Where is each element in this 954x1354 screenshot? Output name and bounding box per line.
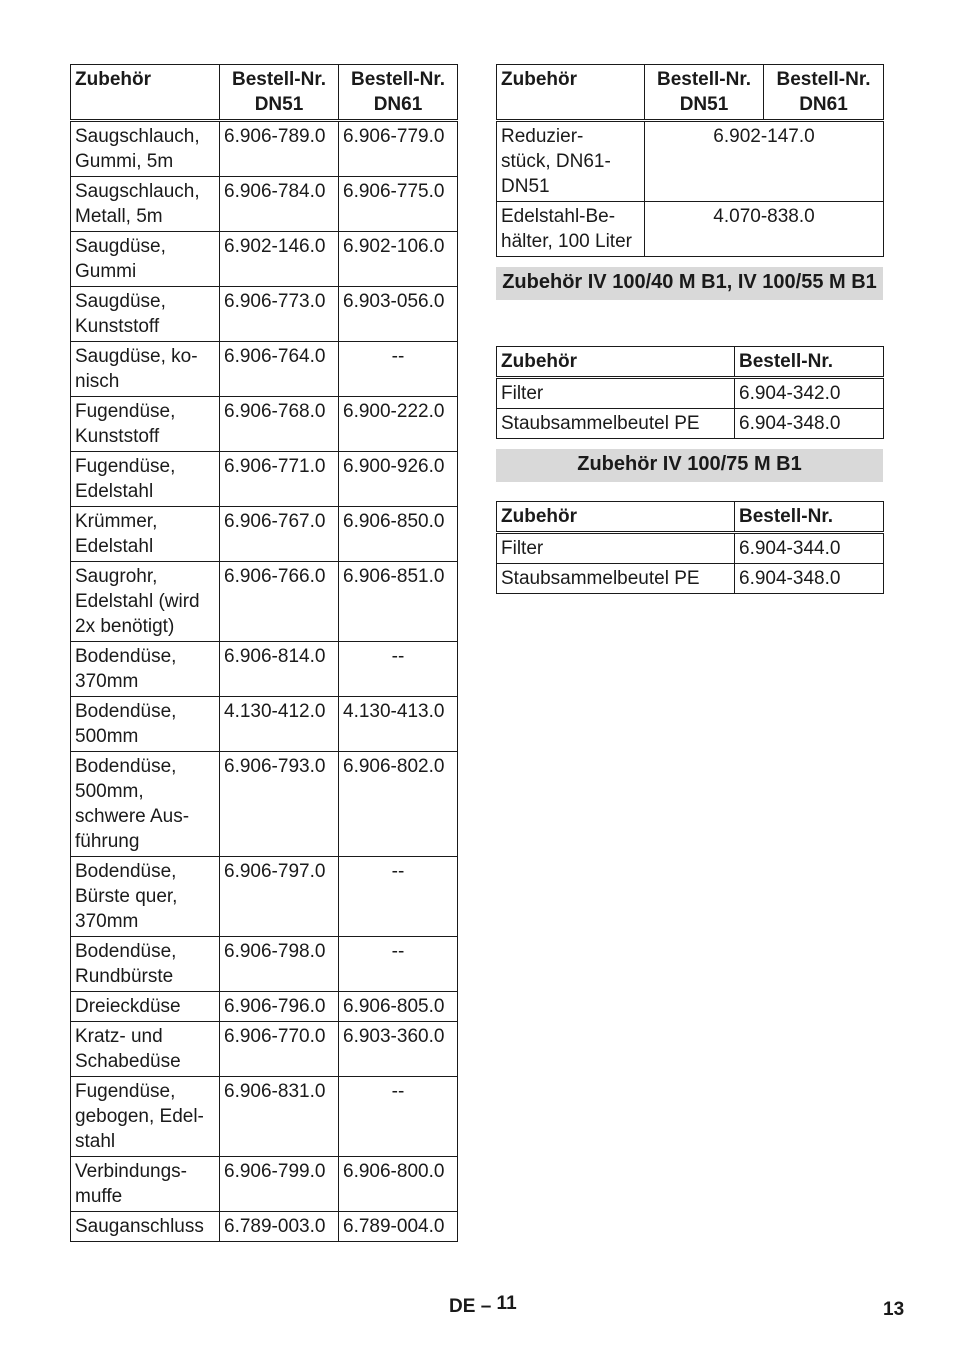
table-row (497, 378, 884, 409)
table-row (497, 121, 884, 202)
order-number-dn61: -- (339, 642, 458, 697)
order-number-dn51: 6.906-770.0 (220, 1022, 339, 1077)
footer-section-page: 11 (496, 1293, 517, 1314)
order-number-dn61: -- (339, 937, 458, 992)
order-number-dn51: 6.906-799.0 (220, 1157, 339, 1212)
order-number-dn61: 6.906-850.0 (339, 507, 458, 562)
accessory-name: Bodendüse, Rundbürste (71, 937, 220, 992)
order-number-dn51: 6.906-798.0 (220, 937, 339, 992)
accessory-name: Bodendüse, 500mm (71, 697, 220, 752)
order-number-dn61: -- (339, 1077, 458, 1157)
order-number-dn61: 6.900-926.0 (339, 452, 458, 507)
order-number-dn61: 6.900-222.0 (339, 397, 458, 452)
accessory-name: Saugschlauch, Metall, 5m (71, 177, 220, 232)
order-number-dn51: 6.906-768.0 (220, 397, 339, 452)
order-number-dn61: 6.906-779.0 (339, 121, 458, 177)
table-row (71, 342, 458, 397)
accessory-name: Fugendüse, gebogen, Edel- stahl (71, 1077, 220, 1157)
order-number-dn51: 6.906-814.0 (220, 642, 339, 697)
table-row (71, 397, 458, 452)
table-row (71, 1157, 458, 1212)
footer-doc-page (449, 1293, 517, 1318)
accessory-name: Saugschlauch, Gummi, 5m (71, 121, 220, 177)
order-number-dn51: 6.906-796.0 (220, 992, 339, 1022)
order-number-dn51: 6.906-767.0 (220, 507, 339, 562)
table-header-row (497, 65, 884, 121)
table-row (71, 642, 458, 697)
order-number-dn51: 6.906-771.0 (220, 452, 339, 507)
table-row (71, 177, 458, 232)
order-number-dn51: 6.906-789.0 (220, 121, 339, 177)
table-row (71, 857, 458, 937)
table-row (71, 507, 458, 562)
table-row (71, 287, 458, 342)
table-header-row (71, 65, 458, 121)
table-row (71, 121, 458, 177)
header-accessory: Zubehör (71, 65, 220, 121)
accessory-name: Bodendüse, Bürste quer, 370mm (71, 857, 220, 937)
accessories-table-iv100-40-55 (496, 346, 884, 439)
header-order-no: Bestell-Nr. (735, 502, 884, 533)
accessory-name: Krümmer, Edelstahl (71, 507, 220, 562)
table-row (71, 232, 458, 287)
order-number-dn51: 6.902-146.0 (220, 232, 339, 287)
accessory-name: Fugendüse, Kunststoff (71, 397, 220, 452)
order-number-dn61: 4.130-413.0 (339, 697, 458, 752)
table-row (497, 202, 884, 257)
section-heading: Zubehör IV 100/40 M B1, IV 100/55 M B1 (496, 267, 883, 300)
order-number-dn61: 6.906-800.0 (339, 1157, 458, 1212)
section-heading: Zubehör IV 100/75 M B1 (496, 449, 883, 482)
order-number-dn51: 6.906-766.0 (220, 562, 339, 642)
table-row (497, 533, 884, 564)
order-number-dn61: -- (339, 342, 458, 397)
order-number-dn61: 6.789-004.0 (339, 1212, 458, 1242)
table-row (497, 564, 884, 594)
order-number-dn51: 4.130-412.0 (220, 697, 339, 752)
accessory-name: Reduzier- stück, DN61- DN51 (497, 121, 645, 202)
header-order-no: Bestell-Nr. (735, 347, 884, 378)
accessory-name: Saugdüse, Gummi (71, 232, 220, 287)
header-accessory: Zubehör (497, 502, 735, 533)
table-row (71, 1212, 458, 1242)
order-number-dn61: 6.903-360.0 (339, 1022, 458, 1077)
table-row (71, 937, 458, 992)
table-row (71, 992, 458, 1022)
order-number-dn61: 6.903-056.0 (339, 287, 458, 342)
table-row (71, 1022, 458, 1077)
table-row (71, 452, 458, 507)
accessory-name: Filter (497, 378, 735, 409)
order-number: 6.904-348.0 (735, 564, 884, 594)
accessory-name: Bodendüse, 500mm, schwere Aus- führung (71, 752, 220, 857)
table-row (71, 697, 458, 752)
order-number-dn51: 6.906-797.0 (220, 857, 339, 937)
order-number-dn61: 6.906-775.0 (339, 177, 458, 232)
order-number-dn51: 6.906-793.0 (220, 752, 339, 857)
accessory-name: Verbindungs- muffe (71, 1157, 220, 1212)
accessory-name: Sauganschluss (71, 1212, 220, 1242)
order-number: 6.902-147.0 (645, 121, 884, 202)
accessory-name: Staubsammelbeutel PE (497, 409, 735, 439)
table-header-row (497, 347, 884, 378)
order-number: 4.070-838.0 (645, 202, 884, 257)
accessories-table-reducer (496, 64, 884, 257)
order-number-dn51: 6.906-831.0 (220, 1077, 339, 1157)
order-number-dn51: 6.789-003.0 (220, 1212, 339, 1242)
order-number-dn51: 6.906-773.0 (220, 287, 339, 342)
accessory-name: Filter (497, 533, 735, 564)
table-row (497, 409, 884, 439)
accessories-table-iv100-75 (496, 501, 884, 594)
order-number-dn51: 6.906-764.0 (220, 342, 339, 397)
accessory-name: Saugdüse, Kunststoff (71, 287, 220, 342)
order-number: 6.904-348.0 (735, 409, 884, 439)
table-row (71, 562, 458, 642)
accessory-name: Saugrohr, Edelstahl (wird 2x benötigt) (71, 562, 220, 642)
accessory-name: Fugendüse, Edelstahl (71, 452, 220, 507)
table-row (71, 752, 458, 857)
header-accessory: Zubehör (497, 65, 645, 121)
header-order-no-dn61: Bestell-Nr. DN61 (339, 65, 458, 121)
header-accessory: Zubehör (497, 347, 735, 378)
table-row (71, 1077, 458, 1157)
page-number: 13 (883, 1299, 905, 1320)
header-order-no-dn61: Bestell-Nr. DN61 (764, 65, 884, 121)
accessory-name: Edelstahl-Be- hälter, 100 Liter (497, 202, 645, 257)
order-number-dn61: 6.906-805.0 (339, 992, 458, 1022)
order-number: 6.904-344.0 (735, 533, 884, 564)
order-number-dn61: 6.906-851.0 (339, 562, 458, 642)
table-header-row (497, 502, 884, 533)
accessory-name: Staubsammelbeutel PE (497, 564, 735, 594)
order-number-dn61: -- (339, 857, 458, 937)
order-number-dn61: 6.902-106.0 (339, 232, 458, 287)
accessory-name: Dreieckdüse (71, 992, 220, 1022)
footer-dash: – (480, 1296, 492, 1317)
footer-language: DE (449, 1296, 476, 1317)
accessory-name: Bodendüse, 370mm (71, 642, 220, 697)
header-order-no-dn51: Bestell-Nr. DN51 (645, 65, 764, 121)
accessory-name: Kratz- und Schabedüse (71, 1022, 220, 1077)
header-order-no-dn51: Bestell-Nr. DN51 (220, 65, 339, 121)
order-number-dn51: 6.906-784.0 (220, 177, 339, 232)
order-number-dn61: 6.906-802.0 (339, 752, 458, 857)
accessories-table-main (70, 64, 458, 1242)
order-number: 6.904-342.0 (735, 378, 884, 409)
accessory-name: Saugdüse, ko- nisch (71, 342, 220, 397)
